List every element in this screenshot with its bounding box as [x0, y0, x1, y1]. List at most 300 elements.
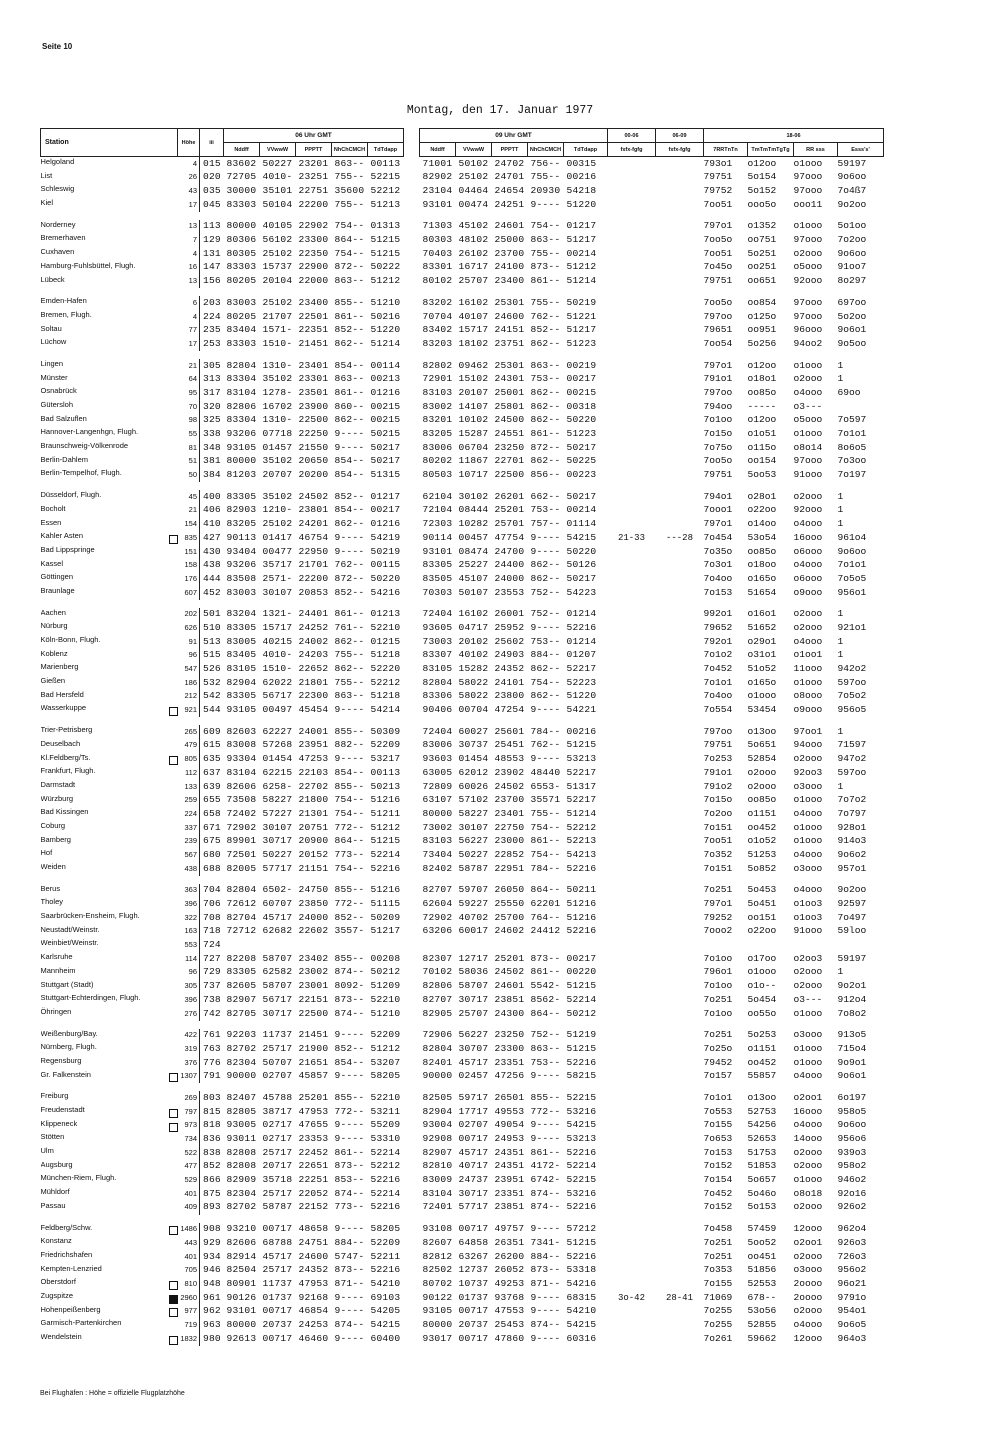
value-cell-a: 80000: [226, 220, 257, 232]
value-cell-i: 26201: [494, 490, 525, 502]
station-name: Bad Lippspringe: [40, 544, 95, 554]
value-cell-i: 25301: [494, 296, 525, 308]
value-cell-j: 764--: [530, 911, 561, 923]
station-name: Würzburg: [40, 793, 74, 803]
value-cell-t1: 7o1o1: [703, 676, 733, 688]
value-cell-e: 52220: [370, 663, 401, 675]
value-cell-t2: 5o852: [747, 862, 777, 874]
value-cell-e: 52212: [370, 1160, 401, 1172]
hoehe-cell: 163: [178, 925, 200, 939]
value-cell-t2: 51o52: [747, 663, 777, 675]
station-name: Friedrichshafen: [40, 1249, 93, 1259]
table-row: [41, 848, 884, 862]
gap-cell: [404, 261, 420, 275]
value-cell-x1: [608, 337, 656, 351]
value-cell-x2: [656, 518, 704, 532]
hoehe-cell: 151: [178, 545, 200, 559]
station-cell: [41, 703, 178, 717]
value-cell-b: 50104: [262, 198, 293, 210]
value-cell-a: 82805: [226, 1105, 257, 1117]
station-name: Mühldorf: [40, 1187, 70, 1197]
value-cell-d: 854--: [334, 1056, 365, 1068]
value-cell-t2: o14oo: [747, 518, 777, 530]
value-cell-a: 82702: [226, 1042, 257, 1054]
value-cell-d: 854--: [334, 455, 365, 467]
value-cell-t3: 2oooo: [793, 1291, 823, 1303]
value-cell-t2: oo651: [747, 275, 777, 287]
value-cell-a: 72705: [226, 171, 257, 183]
value-cell-j: 862--: [530, 414, 561, 426]
table-row: [41, 414, 884, 428]
station-name: Kahler Asten: [40, 531, 84, 541]
value-cell-a: 83304: [226, 373, 257, 385]
value-cell-i: 25301: [494, 359, 525, 371]
value-cell-t1: 7o353: [703, 1264, 733, 1276]
value-cell-i: 25453: [494, 1318, 525, 1330]
value-cell-c: 24352: [298, 1264, 329, 1276]
table-row: [41, 649, 884, 663]
value-cell-iii: 737: [203, 980, 221, 992]
station-cell: [41, 1042, 178, 1056]
value-cell-t1: 7o261: [703, 1332, 733, 1344]
value-cell-c: 21550: [298, 441, 329, 453]
value-cell-iii: 637: [203, 766, 221, 778]
hoehe-cell: 77: [178, 324, 200, 338]
table-row: [41, 993, 884, 1007]
gap-cell: [404, 1236, 420, 1250]
value-cell-x1: [608, 427, 656, 441]
value-cell-j: 9----: [530, 753, 561, 765]
value-cell-t3: 97ooo: [793, 455, 823, 467]
group-spacer: [41, 482, 884, 490]
value-cell-b: 56102: [262, 234, 293, 246]
value-cell-x2: [656, 1201, 704, 1215]
value-cell-b: 4010-: [262, 171, 293, 183]
value-cell-k: 54218: [566, 185, 597, 197]
value-cell-e: 50216: [370, 310, 401, 322]
gap-cell: [404, 1187, 420, 1201]
hoehe-cell: 376: [178, 1056, 200, 1070]
station-cell: [41, 649, 178, 663]
value-cell-f: 93101: [422, 545, 453, 557]
value-cell-f: 83009: [422, 1174, 453, 1186]
value-cell-a: 90113: [226, 531, 257, 543]
value-cell-t3: 12ooo: [793, 1332, 823, 1344]
value-cell-x1: [608, 980, 656, 994]
station-name: Wasserkuppe: [40, 703, 87, 713]
value-cell-k: 54215: [566, 531, 597, 543]
value-cell-f: 70403: [422, 247, 453, 259]
value-cell-x2: [656, 545, 704, 559]
value-cell-i: 22750: [494, 821, 525, 833]
station-name: Weißenburg/Bay.: [40, 1028, 98, 1038]
value-cell-i: 22701: [494, 455, 525, 467]
value-cell-t1: 7oo51: [703, 247, 733, 259]
value-cell-f: 70102: [422, 966, 453, 978]
value-cell-t3: o2ooo: [793, 1201, 823, 1213]
hoehe-cell: 186: [178, 676, 200, 690]
station-name: Hannover-Langenhgn, Flugh.: [40, 427, 139, 437]
value-cell-x2: [656, 490, 704, 504]
value-cell-g: 12737: [458, 1264, 489, 1276]
station-name: Soltau: [40, 323, 62, 333]
value-cell-j: 762--: [530, 739, 561, 751]
value-cell-a: 93101: [226, 1305, 257, 1317]
value-cell-j: 4172-: [530, 1160, 561, 1172]
value-cell-x1: [608, 766, 656, 780]
value-cell-t1: 7o1oo: [703, 980, 733, 992]
value-cell-t4: 958o2: [837, 1160, 867, 1172]
value-cell-k: 52213: [566, 835, 597, 847]
value-cell-c: 22950: [298, 545, 329, 557]
value-cell-a: 80000: [226, 455, 257, 467]
table-row: [41, 1173, 884, 1187]
value-cell-x1: [608, 310, 656, 324]
value-cell-f: 80102: [422, 275, 453, 287]
station-cell: [41, 586, 178, 600]
value-cell-t4: 961o4: [837, 531, 867, 543]
value-cell-i: 26351: [494, 1236, 525, 1248]
table-row: [41, 184, 884, 198]
station-cell: [41, 884, 178, 898]
value-cell-iii: 313: [203, 373, 221, 385]
value-cell-x1: [608, 1277, 656, 1291]
value-cell-j: 753--: [530, 373, 561, 385]
value-cell-b: 45717: [262, 911, 293, 923]
value-cell-t1: 79751: [703, 275, 733, 287]
value-cell-t3: o2oo1: [793, 1236, 823, 1248]
value-cell-t4: 926o3: [837, 1236, 867, 1248]
value-cell-c: 46754: [298, 531, 329, 543]
value-cell-t2: -----: [747, 400, 777, 412]
value-cell-x2: [656, 925, 704, 939]
value-cell-c: 21451: [298, 337, 329, 349]
value-cell-b: 38717: [262, 1105, 293, 1117]
value-cell-x1: [608, 608, 656, 622]
value-cell-c: 21900: [298, 1042, 329, 1054]
gap-cell: [404, 952, 420, 966]
col-09-vvwww: VVwwW: [456, 143, 492, 157]
group-spacer: [41, 600, 884, 608]
value-cell-t2: 51853: [747, 1160, 777, 1172]
value-cell-t3: o4ooo: [793, 807, 823, 819]
value-cell-t4: 9o6oo: [837, 247, 867, 259]
value-cell-c: 20650: [298, 455, 329, 467]
value-cell-f: 63206: [422, 925, 453, 937]
value-cell-k: 68315: [566, 1291, 597, 1303]
value-cell-k: 50212: [566, 1007, 597, 1019]
value-cell-iii: 635: [203, 753, 221, 765]
station-name: Tholey: [40, 897, 64, 907]
value-cell-d: 755--: [334, 198, 365, 210]
value-cell-b: 60707: [262, 898, 293, 910]
value-cell-b: 07718: [262, 428, 293, 440]
gap-cell: [404, 1250, 420, 1264]
value-cell-x2: [656, 441, 704, 455]
value-cell-c: [296, 938, 332, 952]
station-name: Lingen: [40, 358, 64, 368]
value-cell-t2: oo154: [747, 455, 777, 467]
value-cell-t3: o2ooo: [793, 1160, 823, 1172]
value-cell-a: 72612: [226, 898, 257, 910]
value-cell-g: 01737: [458, 1291, 489, 1303]
value-cell-x2: [656, 848, 704, 862]
value-cell-t2: o1ooo: [747, 966, 777, 978]
value-cell-j: 9----: [530, 621, 561, 633]
value-cell-t3: o2ooo: [793, 608, 823, 620]
value-cell-t3: o5ooo: [793, 414, 823, 426]
value-cell-j: 863--: [530, 1042, 561, 1054]
page-number: Seite 10: [42, 42, 73, 51]
value-cell-j: 5542-: [530, 980, 561, 992]
value-cell-t2: 53o54: [747, 531, 777, 543]
value-cell-x1: [608, 780, 656, 794]
value-cell-e: 58205: [370, 1070, 401, 1082]
value-cell-g: 56227: [458, 835, 489, 847]
value-cell-d: 874--: [334, 966, 365, 978]
value-cell-g: 48102: [458, 234, 489, 246]
hoehe-cell: 45: [178, 490, 200, 504]
value-cell-c: 20853: [298, 586, 329, 598]
value-cell-x1: [608, 848, 656, 862]
hoehe-cell: 133: [178, 780, 200, 794]
gap-cell: [404, 586, 420, 600]
station-cell: [41, 897, 178, 911]
value-cell-k: 00223: [566, 469, 597, 481]
value-cell-x1: [608, 373, 656, 387]
value-cell-t3: o1ooo: [793, 157, 823, 169]
station-name: Öhringen: [40, 1006, 72, 1016]
station-name: Hohenpeißenberg: [40, 1304, 101, 1314]
value-cell-k: 01214: [566, 635, 597, 647]
value-cell-k: 00216: [566, 725, 597, 737]
value-cell-x2: [656, 884, 704, 898]
table-row: [41, 1264, 884, 1278]
hoehe-cell: 265: [178, 725, 200, 739]
value-cell-d: 861--: [334, 310, 365, 322]
value-cell-e: 69103: [370, 1291, 401, 1303]
value-cell-f: 72303: [422, 518, 453, 530]
station-name: Kiel: [40, 198, 54, 208]
value-cell-k: 50126: [566, 559, 597, 571]
value-cell-x2: [656, 1305, 704, 1319]
value-cell-i: 24500: [494, 414, 525, 426]
station-cell: [41, 247, 178, 261]
value-cell-t3: 92ooo: [793, 504, 823, 516]
value-cell-x1: [608, 545, 656, 559]
station-cell: [41, 862, 178, 876]
hoehe-header: Höhe: [178, 129, 200, 157]
value-cell-t3: o1ooo: [793, 676, 823, 688]
value-cell-iii: 908: [203, 1223, 221, 1235]
value-cell-g: 25227: [458, 559, 489, 571]
value-cell-d: 9----: [334, 1133, 365, 1145]
value-cell-j: 752--: [530, 608, 561, 620]
station-name: Garmisch-Partenkirchen: [40, 1318, 122, 1328]
value-cell-t1: 791o1: [703, 766, 733, 778]
value-cell-j: 861--: [530, 1146, 561, 1158]
value-cell-d: 5747-: [334, 1250, 365, 1262]
station-cell: [41, 780, 178, 794]
value-cell-e: 50219: [370, 545, 401, 557]
value-cell-j: 6742-: [530, 1174, 561, 1186]
value-cell-c: 22500: [298, 1007, 329, 1019]
value-cell-x2: [656, 725, 704, 739]
value-cell-t2: o12oo: [747, 414, 777, 426]
hoehe-cell: 16: [178, 261, 200, 275]
value-cell-b: 30717: [262, 1007, 293, 1019]
value-cell-x1: [608, 157, 656, 171]
value-cell-x2: [656, 1160, 704, 1174]
value-cell-g: 58227: [458, 807, 489, 819]
value-cell-x1: [608, 184, 656, 198]
value-cell-g: 18102: [458, 337, 489, 349]
value-cell-t1: 7o45o: [703, 261, 733, 273]
gap-cell: [404, 468, 420, 482]
hoehe-cell: 921: [178, 703, 200, 717]
value-cell-j: 757--: [530, 518, 561, 530]
value-cell-d: 882--: [334, 739, 365, 751]
value-cell-c: 47655: [298, 1119, 329, 1131]
table-row: [41, 1146, 884, 1160]
value-cell-a: 83104: [226, 766, 257, 778]
value-cell-t3: o2ooo: [793, 247, 823, 259]
value-cell-g: 59717: [458, 1091, 489, 1103]
station-cell: [41, 220, 178, 234]
value-cell-iii: 963: [203, 1318, 221, 1330]
table-row: [41, 884, 884, 898]
value-cell-iii: 147: [203, 261, 221, 273]
table-row: [41, 1042, 884, 1056]
value-cell-t4: 964o3: [837, 1332, 867, 1344]
value-cell-t4: 9791o: [837, 1291, 867, 1303]
value-cell-g: 64858: [458, 1236, 489, 1248]
value-cell-a: 83304: [226, 414, 257, 426]
value-cell-c: 22151: [298, 993, 329, 1005]
value-cell-a: 83508: [226, 572, 257, 584]
value-cell-i: 23000: [494, 835, 525, 847]
value-cell-c: 24750: [298, 884, 329, 896]
hoehe-cell: 26: [178, 171, 200, 185]
value-cell-iii: 320: [203, 400, 221, 412]
value-cell-iii: 444: [203, 572, 221, 584]
value-cell-t1: 7o2oo: [703, 807, 733, 819]
value-cell-x2: [656, 794, 704, 808]
value-cell-x1: [608, 739, 656, 753]
value-cell-t4: 1: [837, 373, 844, 385]
value-cell-c: 23002: [298, 966, 329, 978]
value-cell-x1: [608, 1236, 656, 1250]
value-cell-j: 862--: [530, 559, 561, 571]
station-cell: [41, 1201, 178, 1215]
value-cell-e: 52212: [370, 185, 401, 197]
value-cell-x1: [608, 1070, 656, 1084]
value-cell-x1: [608, 559, 656, 573]
ext-header-1: 06-09: [656, 129, 704, 143]
value-cell-t4: 7o497: [837, 911, 867, 923]
hoehe-cell: 797: [178, 1105, 200, 1119]
value-cell-t1: 7o1o2: [703, 649, 733, 661]
value-cell-f: 72902: [422, 911, 453, 923]
value-cell-iii: 325: [203, 414, 221, 426]
gap-cell: [404, 373, 420, 387]
value-cell-c: 20751: [298, 821, 329, 833]
hoehe-cell: 396: [178, 897, 200, 911]
value-cell-j: 862--: [530, 455, 561, 467]
value-cell-x2: [656, 1070, 704, 1084]
value-cell-g: 10282: [458, 518, 489, 530]
value-cell-t2: 5o453: [747, 884, 777, 896]
value-cell-k: 58215: [566, 1070, 597, 1082]
value-cell-d: 873--: [334, 1160, 365, 1172]
table-row: [41, 1318, 884, 1332]
value-cell-e: 52211: [370, 1250, 401, 1262]
value-cell-a: 82804: [226, 884, 257, 896]
value-cell-b: 2571-: [262, 572, 293, 584]
value-cell-t1: 7o35o: [703, 545, 733, 557]
value-cell-iii: 671: [203, 821, 221, 833]
value-cell-t2: oo951: [747, 324, 777, 336]
open-square-icon: [169, 1073, 178, 1082]
value-cell-d: 860--: [334, 400, 365, 412]
value-cell-k: 53213: [566, 1133, 597, 1145]
value-cell-t4: 9o2o1: [837, 980, 867, 992]
gap-cell: [404, 649, 420, 663]
value-cell-t2: 51654: [747, 586, 777, 598]
value-cell-k: 51215: [566, 1042, 597, 1054]
value-cell-t4: 715o4: [837, 1042, 867, 1054]
value-cell-k: 50225: [566, 455, 597, 467]
value-cell-f: 93108: [422, 1223, 453, 1235]
value-cell-d: 9----: [334, 704, 365, 716]
value-cell-e: 52216: [370, 862, 401, 874]
value-cell-k: 54215: [566, 1119, 597, 1131]
value-cell-f: 90406: [422, 704, 453, 716]
value-cell-t3: o2ooo: [793, 621, 823, 633]
value-cell-x1: [608, 807, 656, 821]
table-row: [41, 171, 884, 185]
value-cell-t2: 51753: [747, 1146, 777, 1158]
value-cell-iii: 427: [203, 531, 221, 543]
hoehe-cell: 50: [178, 468, 200, 482]
value-cell-f: 80503: [422, 469, 453, 481]
value-cell-t2: o1o--: [747, 980, 777, 992]
value-cell-g: 00717: [458, 1332, 489, 1344]
value-cell-t2: oo151: [747, 911, 777, 923]
group-spacer: [41, 1021, 884, 1029]
value-cell-j: 884--: [530, 649, 561, 661]
station-name: Darmstadt: [40, 779, 76, 789]
value-cell-i: 24502: [494, 966, 525, 978]
station-cell: [41, 1187, 178, 1201]
value-cell-k: 51214: [566, 807, 597, 819]
value-cell-k: 52216: [566, 1146, 597, 1158]
value-cell-x1: [608, 455, 656, 469]
station-name: Nürburg: [40, 621, 68, 631]
value-cell-t4: 92597: [837, 898, 867, 910]
value-cell-x1: [608, 1318, 656, 1332]
value-cell-i: 25451: [494, 739, 525, 751]
value-cell-j: 9----: [530, 1291, 561, 1303]
table-row: [41, 980, 884, 994]
value-cell-e: 00208: [370, 952, 401, 964]
station-cell: [41, 559, 178, 573]
value-cell-t3: o1ooo: [793, 220, 823, 232]
value-cell-d: 862--: [334, 518, 365, 530]
gap-cell: [404, 545, 420, 559]
value-cell-a: 82603: [226, 725, 257, 737]
value-cell-e: 50220: [370, 572, 401, 584]
